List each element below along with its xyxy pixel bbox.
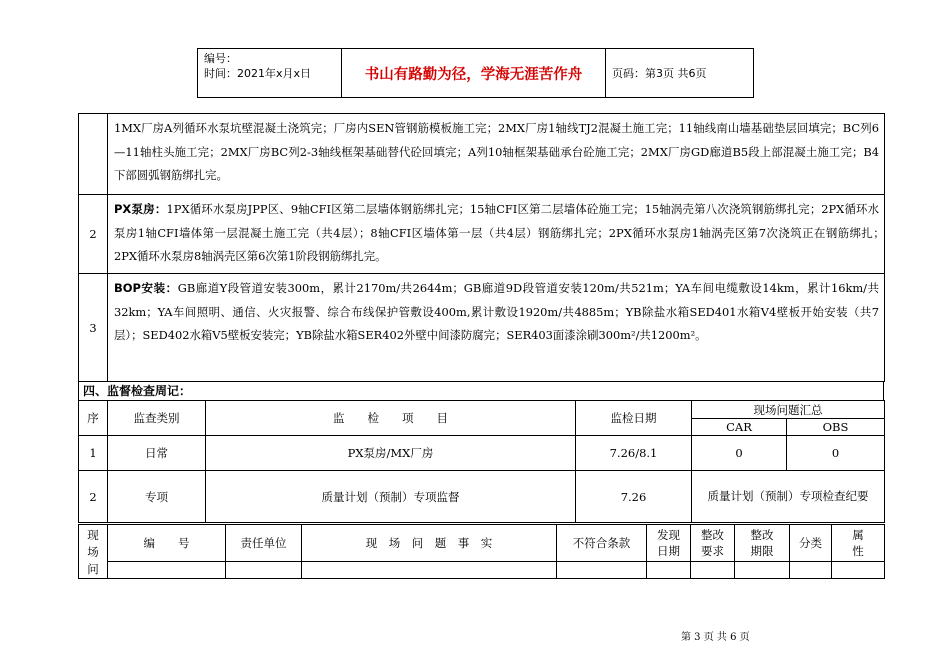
header-number: 编 号 (108, 525, 226, 562)
page-header (197, 48, 754, 98)
header-category: 分类 (790, 525, 832, 562)
header-deadline: 整改期限 (735, 525, 790, 562)
inspection-item: PX泵房/MX厂房 (206, 436, 576, 471)
issues-empty-row (79, 561, 885, 578)
header-meta (198, 49, 342, 98)
inspection-obs: 0 (787, 436, 885, 471)
header-unit: 责任单位 (226, 525, 302, 562)
header-clause: 不符合条款 (557, 525, 647, 562)
section-title: 四、监督检查周记： (78, 381, 884, 400)
header-obs: OBS (787, 419, 885, 436)
inspection-row (79, 471, 885, 523)
row-heading: BOP安装： (114, 281, 178, 295)
inspection-table (78, 400, 885, 523)
row-heading: PX泵房： (114, 202, 167, 216)
row-number: 3 (79, 274, 108, 382)
header-required: 整改要求 (691, 525, 735, 562)
row-text: PX泵房：1PX循环水泵房JPP区、9轴CFI区第二层墙体钢筋绑扎完；15轴CFI区第二层墙体砼施工完；15轴涡壳第八次浇筑钢筋绑扎完；2PX循环水泵房1轴CFI墙体第一层混凝土施工完（共4层）；8轴CFI区墙体第一层（共4层）钢筋绑扎完；2PX循环水泵房1轴涡壳区第7次浇筑正在钢筋绑扎； 2PX循环水泵房8轴涡壳区第6次第1阶段钢筋绑扎完。 (108, 195, 885, 274)
inspection-category: 日常 (108, 436, 206, 471)
inspection-date: 7.26/8.1 (576, 436, 692, 471)
progress-table (78, 113, 891, 382)
header-date: 监检日期 (576, 401, 692, 436)
header-attribute: 属性 (832, 525, 885, 562)
issues-side-label: 现场问 (79, 525, 108, 579)
progress-row (79, 114, 885, 195)
row-number: 2 (79, 195, 108, 274)
row-number (79, 114, 108, 195)
row-text: 1MX厂房A列循环水泵坑壁混凝土浇筑完；厂房内SEN管钢筋模板施工完；2MX厂房1轴线TJ2混凝土施工完；11轴线南山墙基础垫层回填完；BC列6—11轴柱头施工完；2MX厂房BC列2-3轴线框架基础替代砼回填完；A列10轴框架基础承台砼施工完；2MX厂房GD廊道B5段上部混凝土施工完；B4下部圆弧钢筋绑扎完。 (108, 114, 885, 195)
inspection-no: 2 (79, 471, 108, 523)
inspection-row (79, 436, 885, 471)
header-car: CAR (692, 419, 787, 436)
header-no: 序 (79, 401, 108, 436)
progress-row (79, 195, 885, 274)
inspection-car: 0 (692, 436, 787, 471)
header-summary: 现场问题汇总 (692, 401, 885, 419)
inspection-item: 质量计划（预制）专项监督 (206, 471, 576, 523)
header-found-date: 发现日期 (647, 525, 691, 562)
inspection-summary: 质量计划（预制）专项检查纪要 (692, 471, 885, 523)
page-code: 页码：第3页 共6页 (606, 49, 754, 98)
inspection-no: 1 (79, 436, 108, 471)
inspection-date: 7.26 (576, 471, 692, 523)
header-category: 监查类别 (108, 401, 206, 436)
issues-table (78, 524, 885, 579)
header-fact: 现 场 问 题 事 实 (302, 525, 557, 562)
header-item: 监 检 项 目 (206, 401, 576, 436)
page-footer: 第 3 页 共 6 页 (681, 632, 750, 643)
progress-row (79, 274, 885, 382)
inspection-category: 专项 (108, 471, 206, 523)
row-text: BOP安装：GB廊道Y段管道安装300m，累计2170m/共2644m；GB廊道9D段管道安装120m/共521m；YA车间电缆敷设14km，累计16km/共32km；YA车间照明、通信、火灾报警、综合布线保护管敷设400m,累计敷设1920m/共4885m；YB除盐水箱SED401水箱V4壁板开始安装（共7层）；SED402水箱V5壁板安装完；YB除盐水箱SER402外壁中间漆防腐完；SER403面漆涂刷300m²/共1200m²。 (108, 274, 885, 382)
time-label: 时间：2021年x月x日 (204, 67, 312, 80)
number-label: 编号： (204, 52, 237, 65)
motto: 书山有路勤为径，学海无涯苦作舟 (342, 49, 606, 98)
